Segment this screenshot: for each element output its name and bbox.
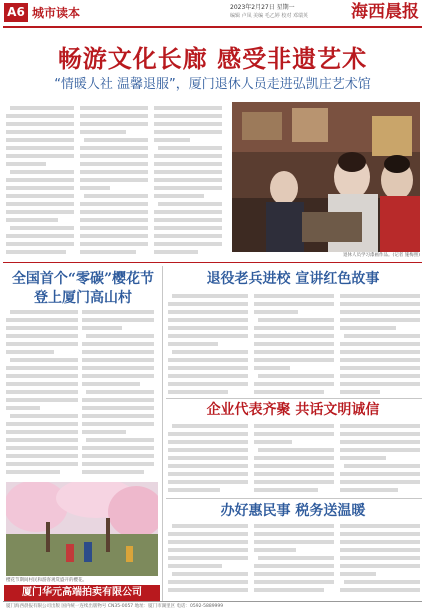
right-story-1-column-3 xyxy=(340,292,420,398)
lead-headline: 畅游文化长廊 感受非遗艺术 xyxy=(57,44,368,73)
masthead-divider xyxy=(3,26,422,28)
lead-body-column-3 xyxy=(154,104,222,258)
right-story-3-column-2 xyxy=(254,522,334,596)
column-divider xyxy=(162,266,163,601)
footer-imprint: 厦门海西晨报有限公司出版 国内统一连续出版物号 CN35-0057 地址：厦门市湖里区 电话：0592-5889999 xyxy=(6,604,224,609)
right-story-3-headline: 办好惠民事 税务送温暖 xyxy=(220,503,366,519)
right-story-3-column-3 xyxy=(340,522,420,596)
newspaper-logo: 海西晨报 xyxy=(351,2,419,22)
left-story-photo xyxy=(6,482,158,576)
left-headline-line-2: 登上厦门高山村 xyxy=(34,290,132,306)
left-headline-line-1: 全国首个“零碳”樱花节 xyxy=(11,271,155,287)
right-story-3-column-1 xyxy=(168,522,248,596)
lead-photo xyxy=(232,102,420,252)
right-story-1-column-1 xyxy=(168,292,248,398)
story-divider xyxy=(166,398,422,399)
left-story-headline xyxy=(8,270,158,308)
left-story-body-column-1 xyxy=(6,308,78,476)
footer-divider xyxy=(3,601,422,602)
right-story-2-headline: 企业代表齐聚 共话文明诚信 xyxy=(206,402,380,418)
lead-body-column-1 xyxy=(6,104,74,258)
left-story-body-column-2 xyxy=(82,308,154,476)
lead-body-column-2 xyxy=(80,104,148,258)
auction-ad-banner: 厦门华元高端拍卖有限公司 xyxy=(4,585,160,601)
issue-date: 2023年2月27日 星期一 xyxy=(230,4,295,11)
lead-photo-caption: 退休人员学习漆画作品。(记者 施梅照) xyxy=(343,253,420,258)
right-story-2-column-2 xyxy=(254,422,334,496)
page-number-badge: A6 xyxy=(4,3,28,22)
section-divider xyxy=(3,262,422,263)
right-story-1-column-2 xyxy=(254,292,334,398)
section-title: 城市读本 xyxy=(32,6,81,20)
editor-credits: 编辑 卢凤 美编 毛乙婷 校对 邓瑞英 xyxy=(230,13,308,19)
right-story-2-column-3 xyxy=(340,422,420,496)
story-divider xyxy=(166,498,422,499)
left-photo-caption: 樱花节期间村民和游客观赏盛开的樱花。 xyxy=(6,578,87,583)
right-story-2-column-1 xyxy=(168,422,248,496)
lead-subhead: “情暖人社 温馨退服”，厦门退休人员走进弘凯庄艺术馆 xyxy=(54,77,371,92)
right-story-1-headline: 退役老兵进校 宣讲红色故事 xyxy=(206,271,380,287)
